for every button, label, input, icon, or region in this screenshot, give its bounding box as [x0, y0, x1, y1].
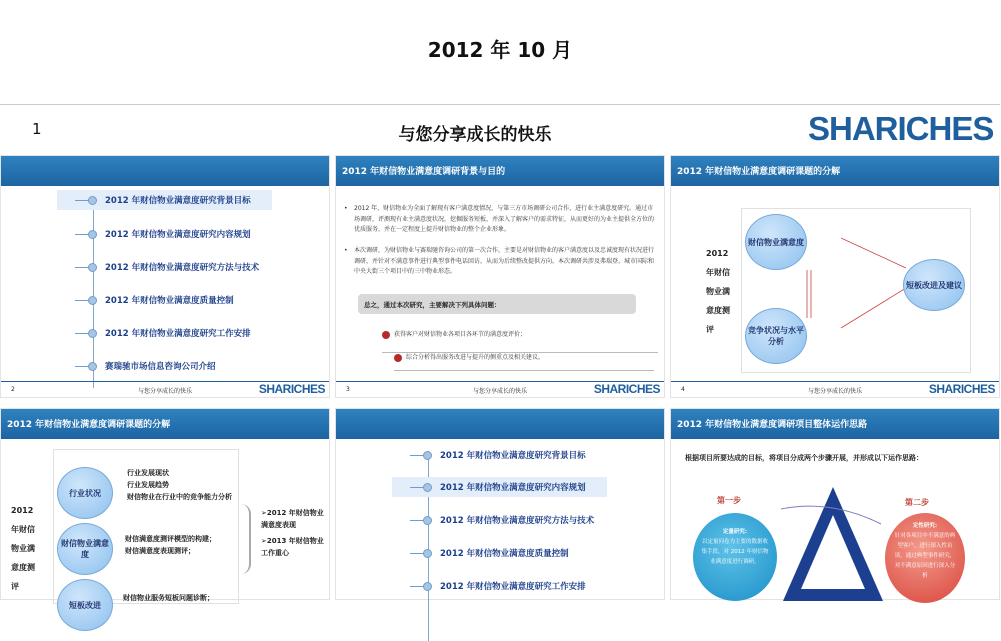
- intro-text: 根据项目所要达成的目标，将项目分成两个步骤开展，并形成以下运作思路：: [685, 454, 923, 462]
- bullet-icon: [423, 483, 432, 492]
- point-item: 获得客户对财信物业各项目各环节的满意度评价；: [394, 331, 527, 338]
- slide-header: [1, 156, 329, 186]
- toc-connector: [75, 200, 89, 201]
- slide-thumbnail-6[interactable]: [335, 408, 665, 600]
- slide-thumbnail-4[interactable]: [670, 155, 1000, 398]
- vertical-label: 2012 年财信 物业满 意度测 评: [706, 249, 730, 334]
- slide-header: 2012 年财信物业满意度调研课题的分解: [1, 409, 329, 439]
- toc-connector: [75, 300, 89, 301]
- bullet-icon: [394, 354, 402, 362]
- bullet-icon: [88, 230, 97, 239]
- toc-item[interactable]: 2012 年财信物业满意度研究方法与技术: [75, 257, 285, 277]
- toc-connector: [410, 455, 424, 456]
- bullet-icon: [88, 362, 97, 371]
- slide-thumbnail-7[interactable]: [670, 408, 1000, 600]
- toc-connector: [75, 333, 89, 334]
- company-logo: SHARICHES: [808, 110, 994, 147]
- toc-connector: [75, 234, 89, 235]
- toc-item[interactable]: 2012 年财信物业满意度研究工作安排: [410, 576, 620, 596]
- bullet-icon: [88, 196, 97, 205]
- slide-header: 2012 年财信物业满意度调研项目整体运作思路: [671, 409, 999, 439]
- bullet-icon: [382, 331, 390, 339]
- satisfaction-node: 财信物业满意度: [745, 214, 807, 270]
- detail-group: 财信满意度测评模型的构建； 财信满意度表现测评；: [125, 535, 216, 555]
- paragraph: • 本次调研，为财信物业与赛瑞驰咨询公司的第一次合作，主要是对财信物业的客户满意度以及忠诚度现有状况进行调研，并针对不满意事件进行典型事件电话回访，从而为后续整改提供方向。本次调研共涉及弗瑞登、城市国际和中央大街三个项目中的三中物业形态。: [344, 247, 655, 275]
- toc-item[interactable]: 2012 年财信物业满意度研究背景目标: [410, 445, 620, 465]
- slide-thumbnail-5[interactable]: [0, 408, 330, 610]
- detail-group: 行业发展现状 行业发展趋势 财信物业在行业中的竞争能力分析: [127, 469, 232, 501]
- vertical-label: 2012 年财信 物业满 意度测 评: [11, 506, 35, 591]
- paragraph: • 2012 年，财信物业为全面了解现有客户满意度情况，与第三方市场调研公司合作，进行业主满意度研究。通过市场调研，评测现有业主满意度状况，挖掘服务短板，并深入了解客户的需求特征，从而更好的为业主提供全方位的优质服务，并在一定程度上提升财信物业的整个企业形象。: [344, 205, 655, 233]
- output-list: ➢2012 年财信物业满意度表现 ➢2013 年财信物业工作重心: [261, 509, 324, 557]
- footer-logo: SHARICHES: [593, 382, 660, 396]
- bullet-icon: [423, 582, 432, 591]
- toc-item[interactable]: 2012 年财信物业满意度研究方法与技术: [410, 510, 620, 530]
- slide-header: 2012 年财信物业满意度调研课题的分解: [671, 156, 999, 186]
- step1-circle: 定量研究: 以定量问卷为主要的数据收集手段，对 2012 年财信物业满意度进行调研。: [693, 513, 777, 601]
- toc-connector: [410, 586, 424, 587]
- bullet-icon: [88, 329, 97, 338]
- footer-logo: SHARICHES: [928, 382, 995, 396]
- bullet-icon: [88, 296, 97, 305]
- summary-box: 总之，通过本次研究，主要解决下列具体问题：: [358, 294, 636, 314]
- slide-footer: 4 与您分享成长的快乐 SHARICHES: [671, 381, 999, 397]
- slide-thumbnail-3[interactable]: [335, 155, 665, 398]
- toc-item[interactable]: 2012 年财信物业满意度研究内容规划: [392, 477, 607, 497]
- toc-item[interactable]: 2012 年财信物业满意度质量控制: [410, 543, 620, 563]
- step2-label: 第二步: [905, 498, 929, 507]
- toc-connector: [410, 553, 424, 554]
- divider: [0, 104, 1000, 105]
- footer-logo: SHARICHES: [258, 382, 325, 396]
- toc-item[interactable]: 赛瑞驰市场信息咨询公司介绍: [75, 356, 285, 376]
- detail-group: 财信物业服务短板问题诊断；: [123, 594, 214, 602]
- toc-connector: [410, 487, 424, 488]
- slide-header: 2012 年财信物业满意度调研背景与目的: [336, 156, 664, 186]
- toc-connector: [410, 520, 424, 521]
- toc-connector: [75, 267, 89, 268]
- slide-footer: 3 与您分享成长的快乐 SHARICHES: [336, 381, 664, 397]
- competition-node: 竞争状况与水平分析: [745, 308, 807, 364]
- bullet-icon: [423, 516, 432, 525]
- improvement-node: 短板改进及建议: [903, 259, 965, 311]
- toc-connector: [75, 366, 89, 367]
- improvement-node: 短板改进: [57, 579, 113, 631]
- page-title: 与您分享成长的快乐: [398, 125, 552, 145]
- satisfaction-node: 财信物业满意度: [57, 523, 113, 575]
- divider: [394, 370, 654, 371]
- bullet-icon: [423, 451, 432, 460]
- bracket: [241, 504, 251, 574]
- slide-header: [336, 409, 664, 439]
- toc-item[interactable]: 2012 年财信物业满意度质量控制: [75, 290, 285, 310]
- point-item: 综合分析得出服务改进与提升的侧重点及相关建议。: [406, 354, 545, 361]
- page-number: 1: [32, 120, 42, 138]
- toc-item[interactable]: 2012 年财信物业满意度研究背景目标: [57, 190, 272, 210]
- bullet-icon: [88, 263, 97, 272]
- toc-item[interactable]: 2012 年财信物业满意度研究内容规划: [75, 224, 285, 244]
- slide-footer: 2 与您分享成长的快乐 SHARICHES: [1, 381, 329, 397]
- slide-thumbnail-2[interactable]: [0, 155, 330, 398]
- industry-node: 行业状况: [57, 467, 113, 519]
- step1-label: 第一步: [717, 496, 741, 505]
- document-date: 2012 年 10 月: [427, 38, 573, 62]
- step2-circle: 定性研究: 针对各项目中不满意的典型客户，进行深入性访谈，通过典型事件研究，对不满意原因进行深入分析: [885, 513, 965, 603]
- toc-item[interactable]: 2012 年财信物业满意度研究工作安排: [75, 323, 285, 343]
- bullet-icon: [423, 549, 432, 558]
